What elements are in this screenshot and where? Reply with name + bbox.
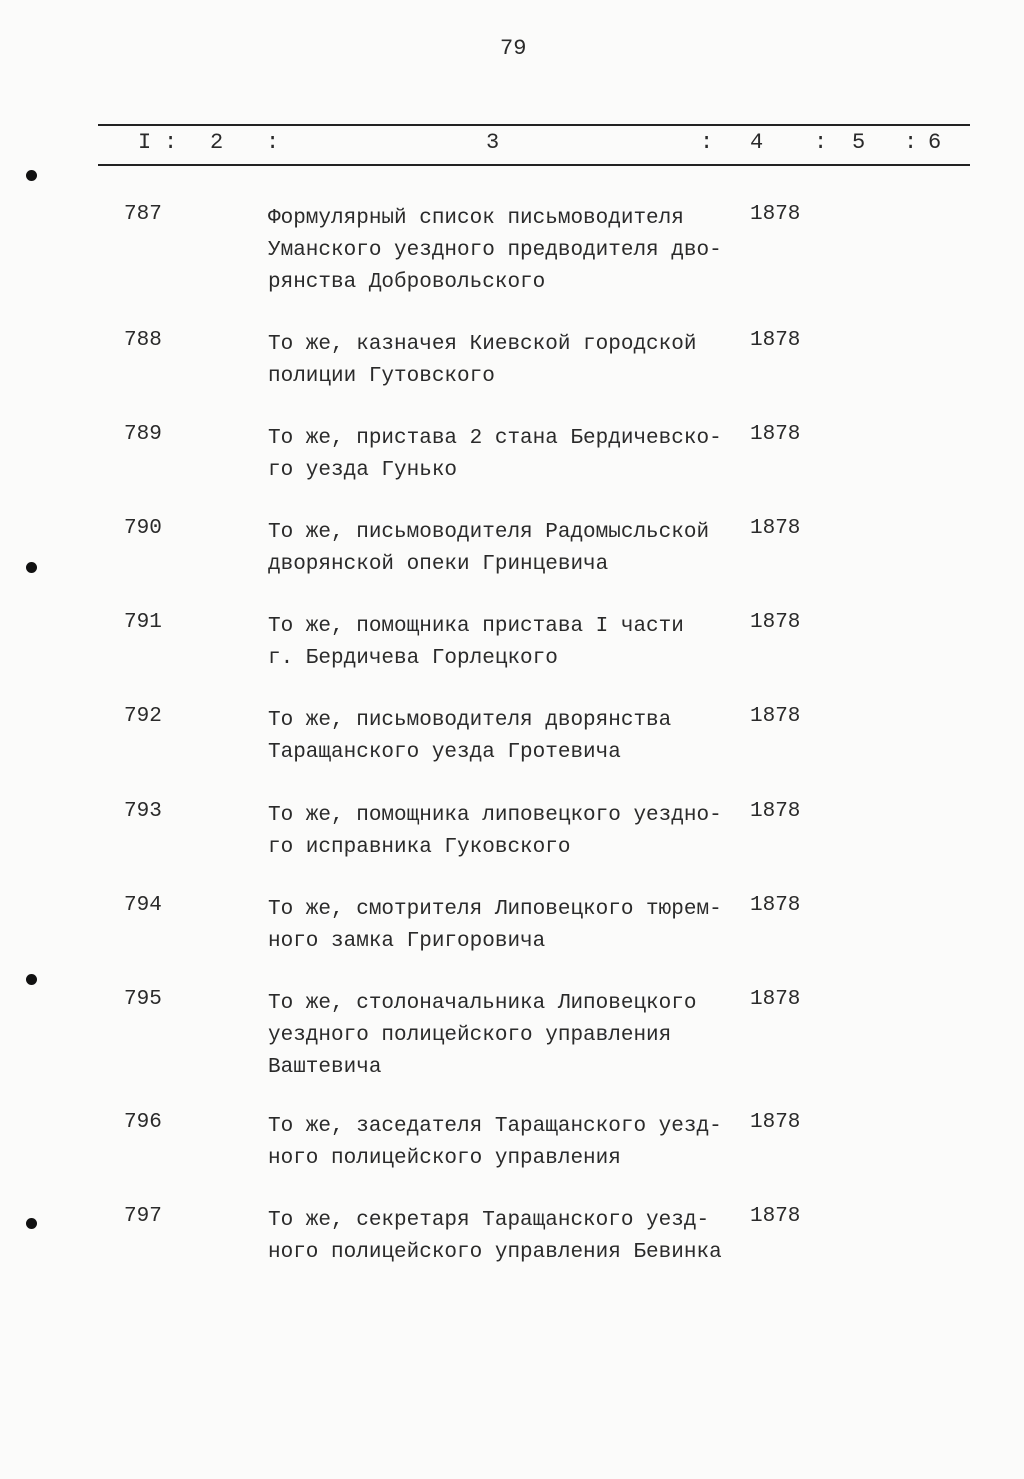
entry-year: 1878 — [750, 894, 801, 917]
description-line: уездного полицейского управления — [268, 1024, 672, 1047]
entry-year: 1878 — [750, 203, 801, 226]
description-line: То же, смотрителя Липовецкого тюрем- — [268, 898, 722, 921]
description-line: Уманского уездного предводителя дво- — [268, 239, 722, 262]
entry-year: 1878 — [750, 1205, 801, 1228]
description-line: Формулярный список письмоводителя — [268, 207, 684, 230]
entry-number: 794 — [124, 894, 162, 917]
entry-number: 795 — [124, 988, 162, 1011]
description-line: То же, помощника липовецкого уездно- — [268, 804, 722, 827]
description-line: То же, пристава 2 стана Бердичевско- — [268, 427, 722, 450]
description-line: То же, письмоводителя дворянства — [268, 709, 672, 732]
entry-number: 791 — [124, 611, 162, 634]
description-line: То же, помощника пристава I части — [268, 615, 684, 638]
description-line: г. Бердичева Горлецкого — [268, 647, 558, 670]
description-line: го уезда Гунько — [268, 459, 458, 482]
entry-number: 790 — [124, 517, 162, 540]
entry-number: 792 — [124, 705, 162, 728]
header-sep: : — [700, 130, 714, 155]
entry-year: 1878 — [750, 329, 801, 352]
entry-description — [268, 329, 738, 393]
header-col-6: 6 — [928, 130, 942, 155]
header-sep: : — [814, 130, 828, 155]
entry-description — [268, 988, 738, 1084]
description-line: рянства Добровольского — [268, 271, 546, 294]
header-sep: : — [266, 130, 280, 155]
page-number: 79 — [500, 36, 527, 61]
punch-hole-mark — [26, 170, 37, 181]
entry-year: 1878 — [750, 800, 801, 823]
entry-description — [268, 1205, 738, 1269]
entry-description — [268, 517, 738, 581]
description-line: Таращанского уезда Гротевича — [268, 741, 621, 764]
entry-number: 789 — [124, 423, 162, 446]
header-col-4: 4 — [750, 130, 764, 155]
header-col-5: 5 — [852, 130, 866, 155]
entry-year: 1878 — [750, 988, 801, 1011]
entry-description — [268, 611, 738, 675]
entry-year: 1878 — [750, 611, 801, 634]
entry-description — [268, 423, 738, 487]
description-line: То же, казначея Киевской городской — [268, 333, 697, 356]
entry-number: 793 — [124, 800, 162, 823]
punch-hole-mark — [26, 974, 37, 985]
table-header-top-rule — [98, 124, 970, 126]
description-line: ного замка Григоровича — [268, 930, 546, 953]
description-line: Ваштевича — [268, 1056, 382, 1079]
header-col-1: I — [138, 130, 152, 155]
entry-year: 1878 — [750, 517, 801, 540]
entry-description — [268, 894, 738, 958]
entry-year: 1878 — [750, 423, 801, 446]
entry-number: 787 — [124, 203, 162, 226]
description-line: ного полицейского управления — [268, 1147, 621, 1170]
description-line: ного полицейского управления Бевинка — [268, 1241, 722, 1264]
entry-description — [268, 800, 738, 864]
header-sep: : — [904, 130, 918, 155]
entry-year: 1878 — [750, 705, 801, 728]
entry-number: 788 — [124, 329, 162, 352]
entry-description — [268, 1111, 738, 1175]
entry-description — [268, 203, 738, 299]
description-line: То же, письмоводителя Радомысльской — [268, 521, 710, 544]
description-line: То же, столоначальника Липовецкого — [268, 992, 697, 1015]
description-line: го исправника Гуковского — [268, 836, 571, 859]
table-header-bottom-rule — [98, 164, 970, 166]
description-line: То же, секретаря Таращанского уезд- — [268, 1209, 710, 1232]
header-col-2: 2 — [210, 130, 224, 155]
punch-hole-mark — [26, 1218, 37, 1229]
description-line: дворянской опеки Гринцевича — [268, 553, 609, 576]
entry-number: 796 — [124, 1111, 162, 1134]
punch-hole-mark — [26, 562, 37, 573]
entry-description — [268, 705, 738, 769]
header-sep: : — [164, 130, 178, 155]
header-col-3: 3 — [486, 130, 500, 155]
entry-year: 1878 — [750, 1111, 801, 1134]
description-line: То же, заседателя Таращанского уезд- — [268, 1115, 722, 1138]
entry-number: 797 — [124, 1205, 162, 1228]
description-line: полиции Гутовского — [268, 365, 495, 388]
